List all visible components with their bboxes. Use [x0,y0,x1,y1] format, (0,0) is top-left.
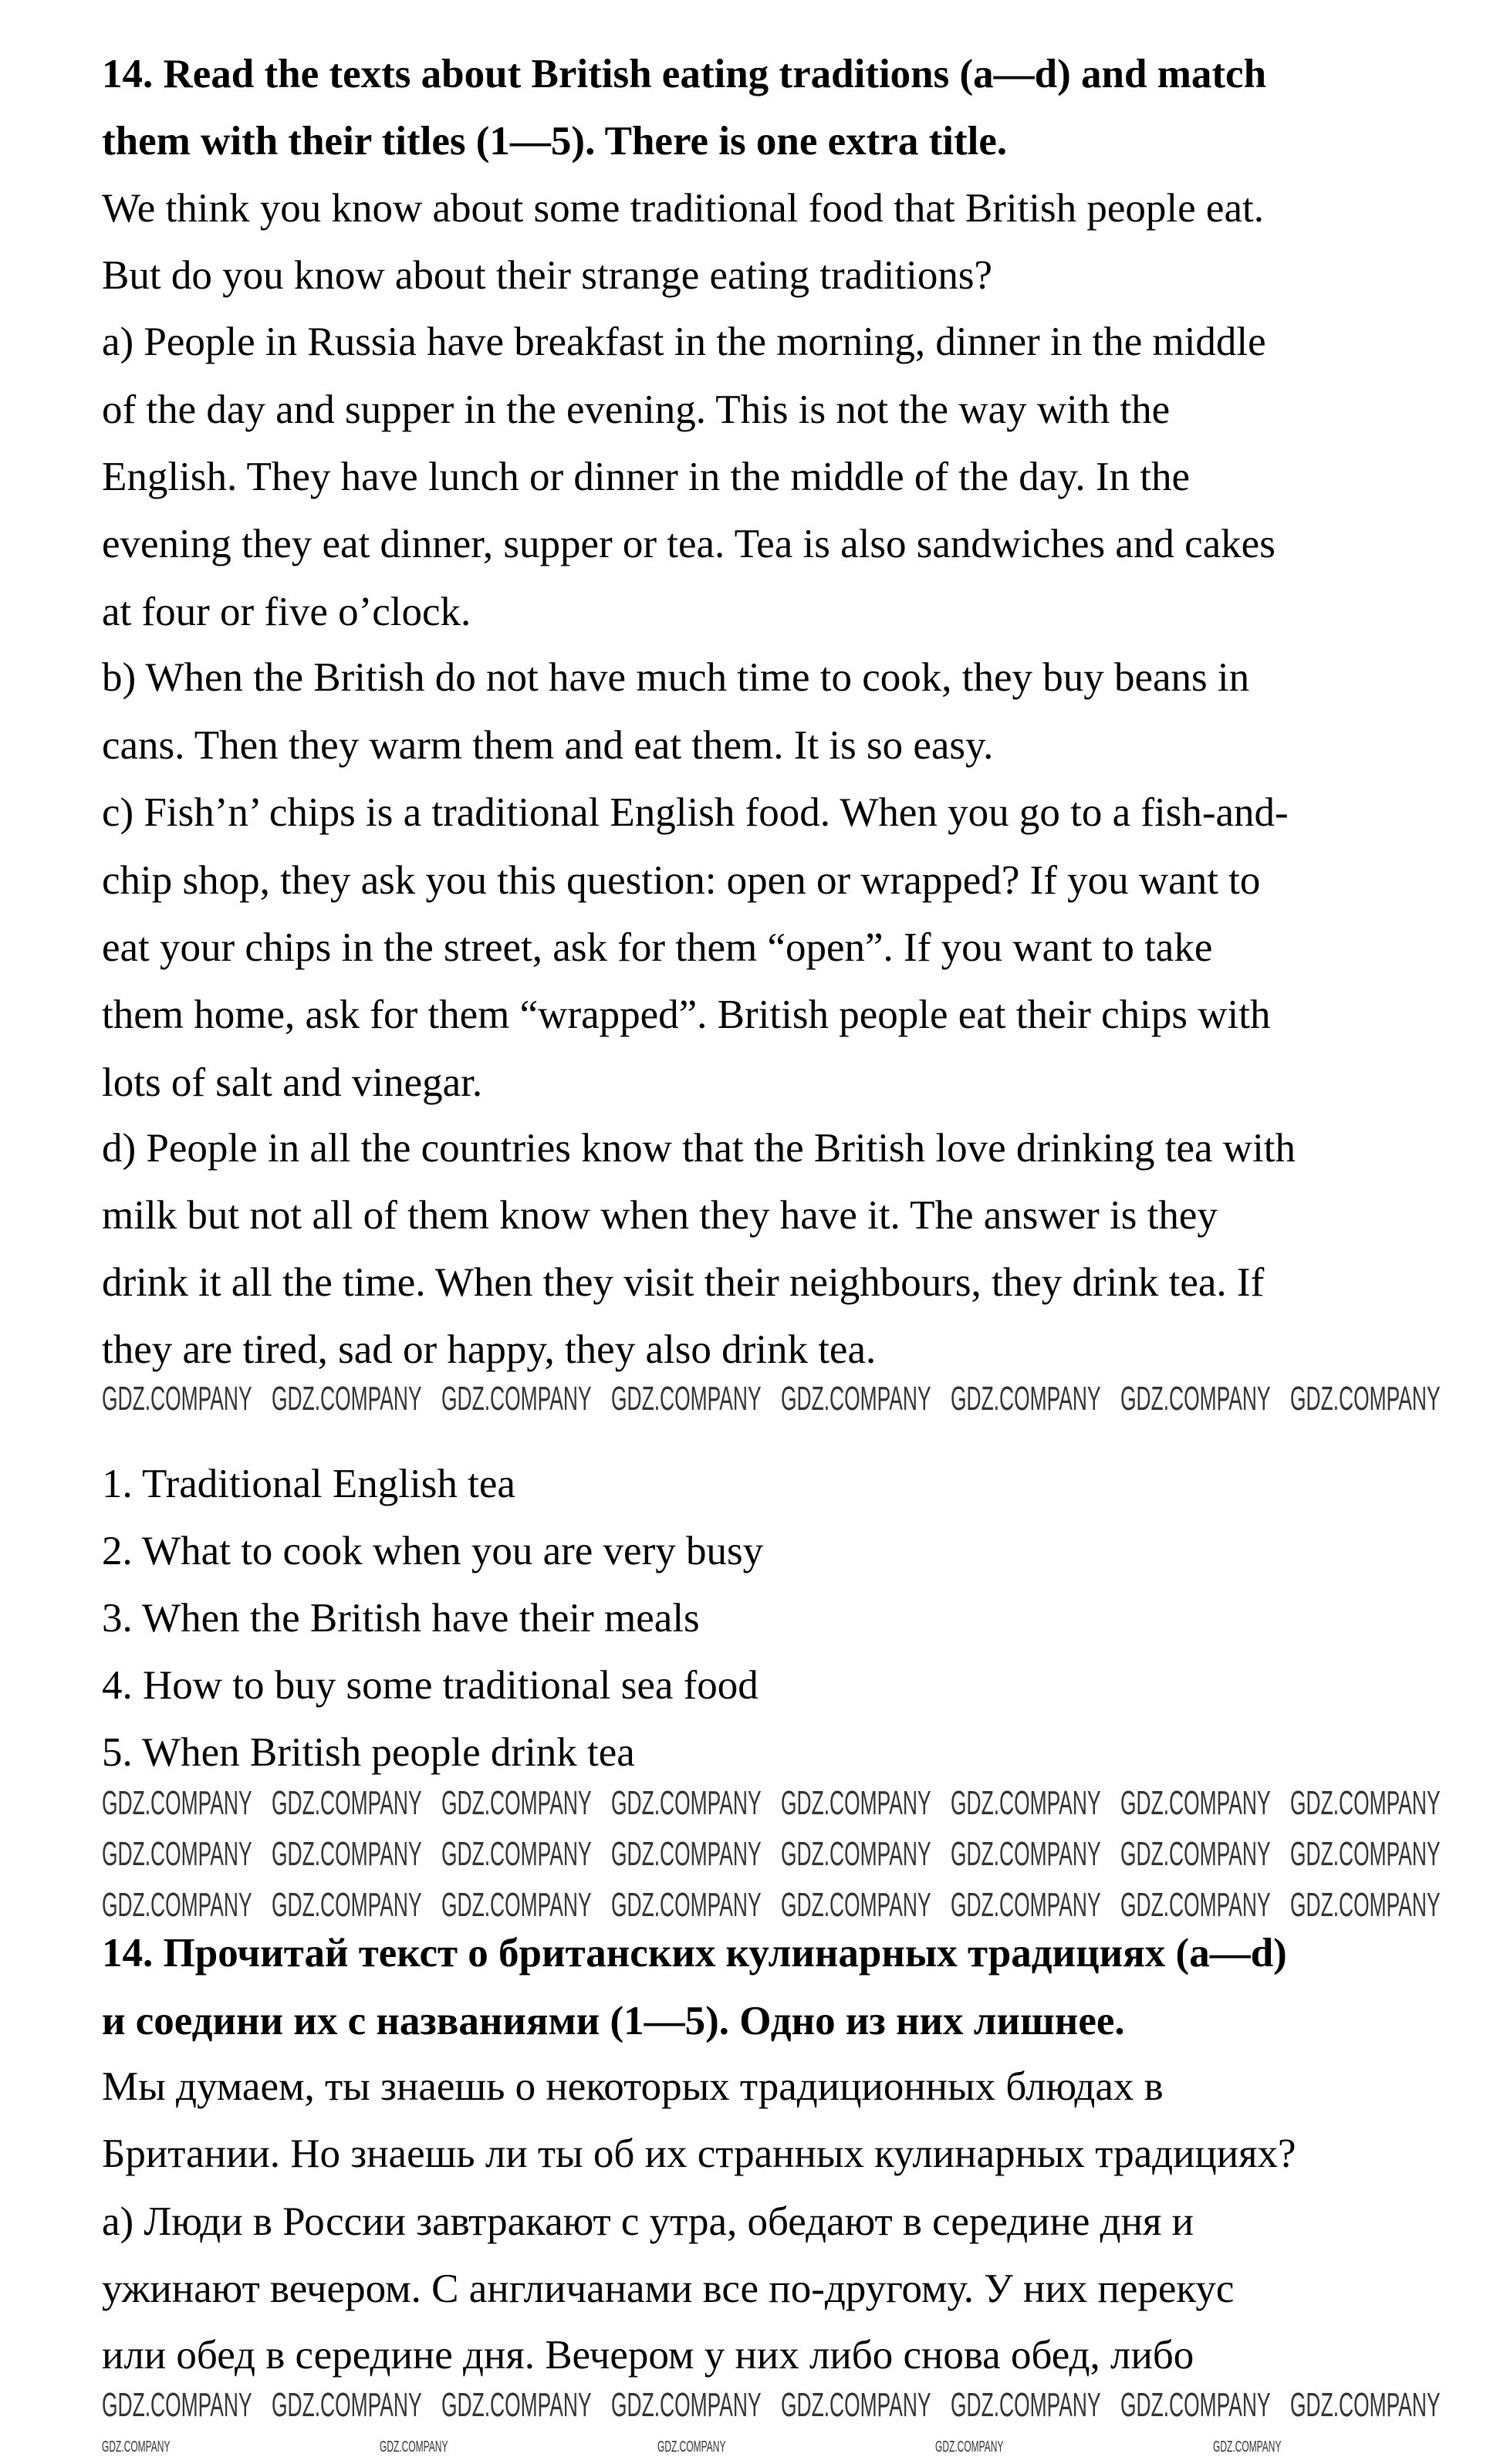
watermark: GDZ.COMPANY [102,1835,252,1873]
watermark: GDZ.COMPANY [1120,1784,1271,1822]
intro-en-line: We think you know about some traditional food that British people eat. [102,186,1264,231]
title-option-line: 5. When British people drink tea [102,1730,635,1775]
title-option-line: 3. When the British have their meals [102,1596,700,1641]
watermark: GDZ.COMPANY [441,1886,592,1924]
watermark: GDZ.COMPANY [102,1380,252,1418]
text-c-en-line: eat your chips in the street, ask for them “open”. If you want to take [102,925,1213,970]
title-option-line: 2. What to cook when you are very busy [102,1529,764,1573]
watermark: GDZ.COMPANY [611,1835,762,1873]
task-title-ru-line: и соедини их с названиями (1—5). Одно из них лишнее. [102,1999,1125,2043]
watermark: GDZ.COMPANY [1290,1380,1441,1418]
intro-ru-line: Британии. Но знаешь ли ты об их странных кулинарных традициях? [102,2131,1296,2176]
text-a-ru-line: а) Люди в России завтракают с утра, обедают в середине дня и [102,2199,1194,2244]
watermark: GDZ.COMPANY [611,1886,762,1924]
watermark: GDZ.COMPANY [441,1835,592,1873]
task-title-en-line: 14. Read the texts about British eating traditions (a—d) and match [102,52,1267,96]
text-a-en-line: of the day and supper in the evening. This is not the way with the [102,387,1171,432]
text-c-en-line: lots of salt and vinegar. [102,1060,483,1105]
text-d-en-line: milk but not all of them know when they have it. The answer is they [102,1193,1218,1238]
watermark: GDZ.COMPANY [781,1380,931,1418]
watermark: GDZ.COMPANY [441,2386,592,2424]
watermark: GDZ.COMPANY [1120,2386,1271,2424]
title-option-line: 1. Traditional English tea [102,1462,515,1506]
watermark: GDZ.COMPANY [611,2386,762,2424]
text-c-en-line: them home, ask for them “wrapped”. British people eat their chips with [102,992,1271,1037]
watermark: GDZ.COMPANY [657,2439,726,2456]
watermark: GDZ.COMPANY [781,2386,931,2424]
text-b-en-line: b) When the British do not have much time to cook, they buy beans in [102,655,1250,700]
text-c-en-line: chip shop, they ask you this question: open or wrapped? If you want to [102,858,1261,903]
text-a-en-line: English. They have lunch or dinner in the middle of the day. In the [102,455,1191,499]
watermark: GDZ.COMPANY [1290,1886,1441,1924]
text-a-en-line: a) People in Russia have breakfast in the morning, dinner in the middle [102,319,1266,364]
watermark: GDZ.COMPANY [781,1835,931,1873]
watermark: GDZ.COMPANY [781,1886,931,1924]
watermark: GDZ.COMPANY [611,1784,762,1822]
watermark: GDZ.COMPANY [935,2439,1004,2456]
watermark: GDZ.COMPANY [611,1380,762,1418]
text-a-ru-line: или обед в середине дня. Вечером у них либо снова обед, либо [102,2333,1194,2378]
text-c-en-line: c) Fish’n’ chips is a traditional English food. When you go to a fish-and- [102,790,1289,835]
text-d-en-line: drink it all the time. When they visit their neighbours, they drink tea. If [102,1260,1265,1305]
watermark: GDZ.COMPANY [272,1784,422,1822]
watermark: GDZ.COMPANY [1290,1784,1441,1822]
task-title-en-line: them with their titles (1—5). There is one extra title. [102,119,1008,164]
text-a-en-line: at four or five o’clock. [102,590,471,634]
intro-ru-line: Мы думаем, ты знаешь о некоторых традиционных блюдах в [102,2064,1164,2109]
watermark: GDZ.COMPANY [441,1380,592,1418]
watermark: GDZ.COMPANY [951,1886,1101,1924]
watermark: GDZ.COMPANY [781,1784,931,1822]
watermark: GDZ.COMPANY [272,1835,422,1873]
watermark: GDZ.COMPANY [102,1784,252,1822]
watermark: GDZ.COMPANY [102,2386,252,2424]
text-d-en-line: they are tired, sad or happy, they also drink tea. [102,1327,877,1372]
watermark: GDZ.COMPANY [272,1886,422,1924]
watermark: GDZ.COMPANY [1120,1380,1271,1418]
text-a-en-line: evening they eat dinner, supper or tea. Tea is also sandwiches and cakes [102,522,1275,566]
watermark: GDZ.COMPANY [441,1784,592,1822]
intro-en-line: But do you know about their strange eating traditions? [102,253,992,298]
task-title-ru-line: 14. Прочитай текст о британских кулинарных традициях (a—d) [102,1931,1287,1976]
watermark: GDZ.COMPANY [272,2386,422,2424]
watermark: GDZ.COMPANY [951,1835,1101,1873]
watermark: GDZ.COMPANY [951,1784,1101,1822]
watermark: GDZ.COMPANY [1120,1886,1271,1924]
text-d-en-line: d) People in all the countries know that the British love drinking tea with [102,1126,1296,1171]
watermark: GDZ.COMPANY [102,1886,252,1924]
title-option-line: 4. How to buy some traditional sea food [102,1663,759,1708]
watermark: GDZ.COMPANY [951,1380,1101,1418]
text-a-ru-line: ужинают вечером. С англичанами все по-другому. У них перекус [102,2266,1235,2311]
watermark: GDZ.COMPANY [1120,1835,1271,1873]
watermark: GDZ.COMPANY [951,2386,1101,2424]
watermark: GDZ.COMPANY [1213,2439,1282,2456]
watermark: GDZ.COMPANY [1290,1835,1441,1873]
watermark: GDZ.COMPANY [272,1380,422,1418]
watermark: GDZ.COMPANY [1290,2386,1441,2424]
watermark: GDZ.COMPANY [102,2439,171,2456]
watermark: GDZ.COMPANY [380,2439,448,2456]
text-b-en-line: cans. Then they warm them and eat them. It is so easy. [102,723,994,768]
